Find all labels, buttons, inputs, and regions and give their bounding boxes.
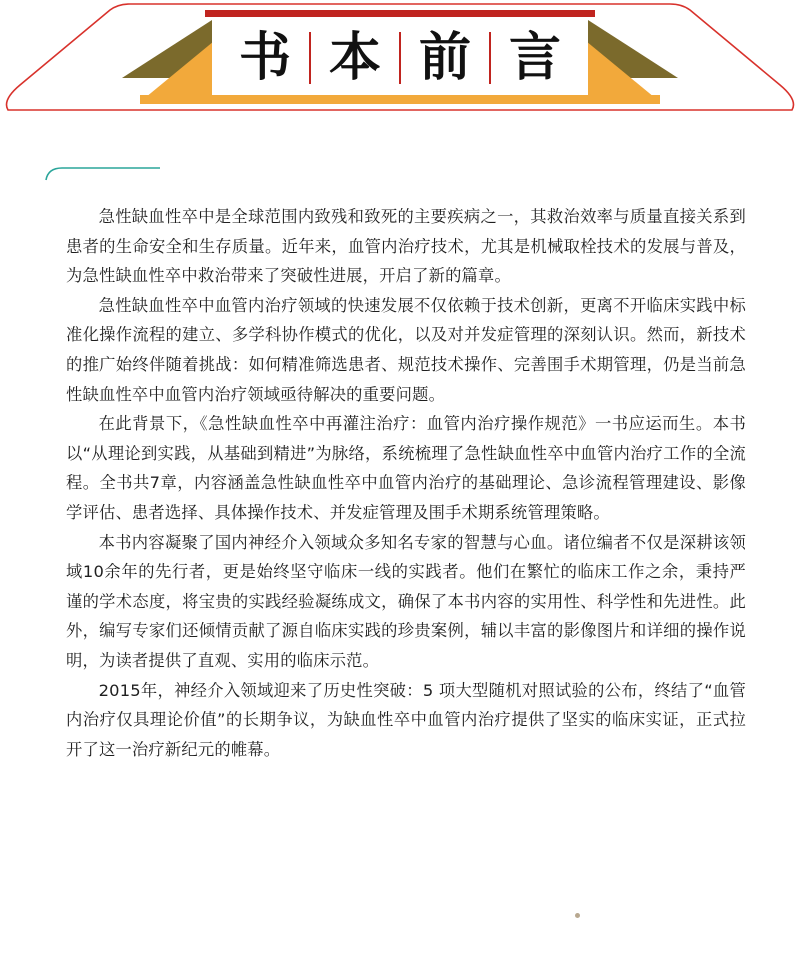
paragraph-1: 急性缺血性卒中是全球范围内致残和致死的主要疾病之一，其救治效率与质量直接关系到患者的生命安全和生存质量。近年来，血管内治疗技术，尤其是机械取栓技术的发展与普及，为急性缺血性卒中救治带来了突破性进展，开启了新的篇章。 (66, 207, 746, 286)
title-char-4: 言 (508, 28, 561, 88)
paragraph-4: 本书内容凝聚了国内神经介入领域众多知名专家的智慧与心血。诸位编者不仅是深耕该领域10余年的先行者，更是始终坚守临床一线的实践者。他们在繁忙的临床工作之余，秉持严谨的学术态度，将宝贵的实践经验凝练成文，确保了本书内容的实用性、科学性和先进性。此外，编写专家们还倾情贡献了源自临床实践的珍贵案例，辅以丰富的影像图片和详细的操作说明，为读者提供了直观、实用的临床示范。 (66, 532, 746, 670)
title-char-3: 前 (418, 28, 471, 88)
preface-body (66, 202, 746, 764)
title-char-1: 书 (238, 28, 291, 88)
paragraph-2: 急性缺血性卒中血管内治疗领域的快速发展不仅依赖于技术创新，更离不开临床实践中标准化操作流程的建立、多学科协作模式的优化，以及对并发症管理的深刻认识。然而，新技术的推广始终伴随着挑战：如何精准筛选患者、规范技术操作、完善围手术期管理，仍是当前急性缺血性卒中血管内治疗领域亟待解决的重要问题。 (66, 295, 746, 404)
title-char-2: 本 (328, 28, 381, 88)
section-divider (44, 164, 164, 184)
paragraph-5: 2015年，神经介入领域迎来了历史性突破：5 项大型随机对照试验的公布，终结了“血管内治疗仅具理论价值”的长期争议，为缺血性卒中血管内治疗提供了坚实的临床实证，正式拉开了这一治疗新纪元的帷幕。 (66, 680, 746, 759)
page-title (215, 18, 585, 98)
paragraph-3: 在此背景下，《急性缺血性卒中再灌注治疗：血管内治疗操作规范》一书应运而生。本书以“从理论到实践，从基础到精进”为脉络，系统梳理了急性缺血性卒中血管内治疗工作的全流程。全书共7章，内容涵盖急性缺血性卒中血管内治疗的基础理论、急诊流程管理建设、影像学评估、患者选择、具体操作技术、并发症管理及围手术期系统管理策略。 (66, 414, 746, 522)
decorative-dot (575, 913, 580, 918)
title-top-bar (205, 10, 595, 17)
